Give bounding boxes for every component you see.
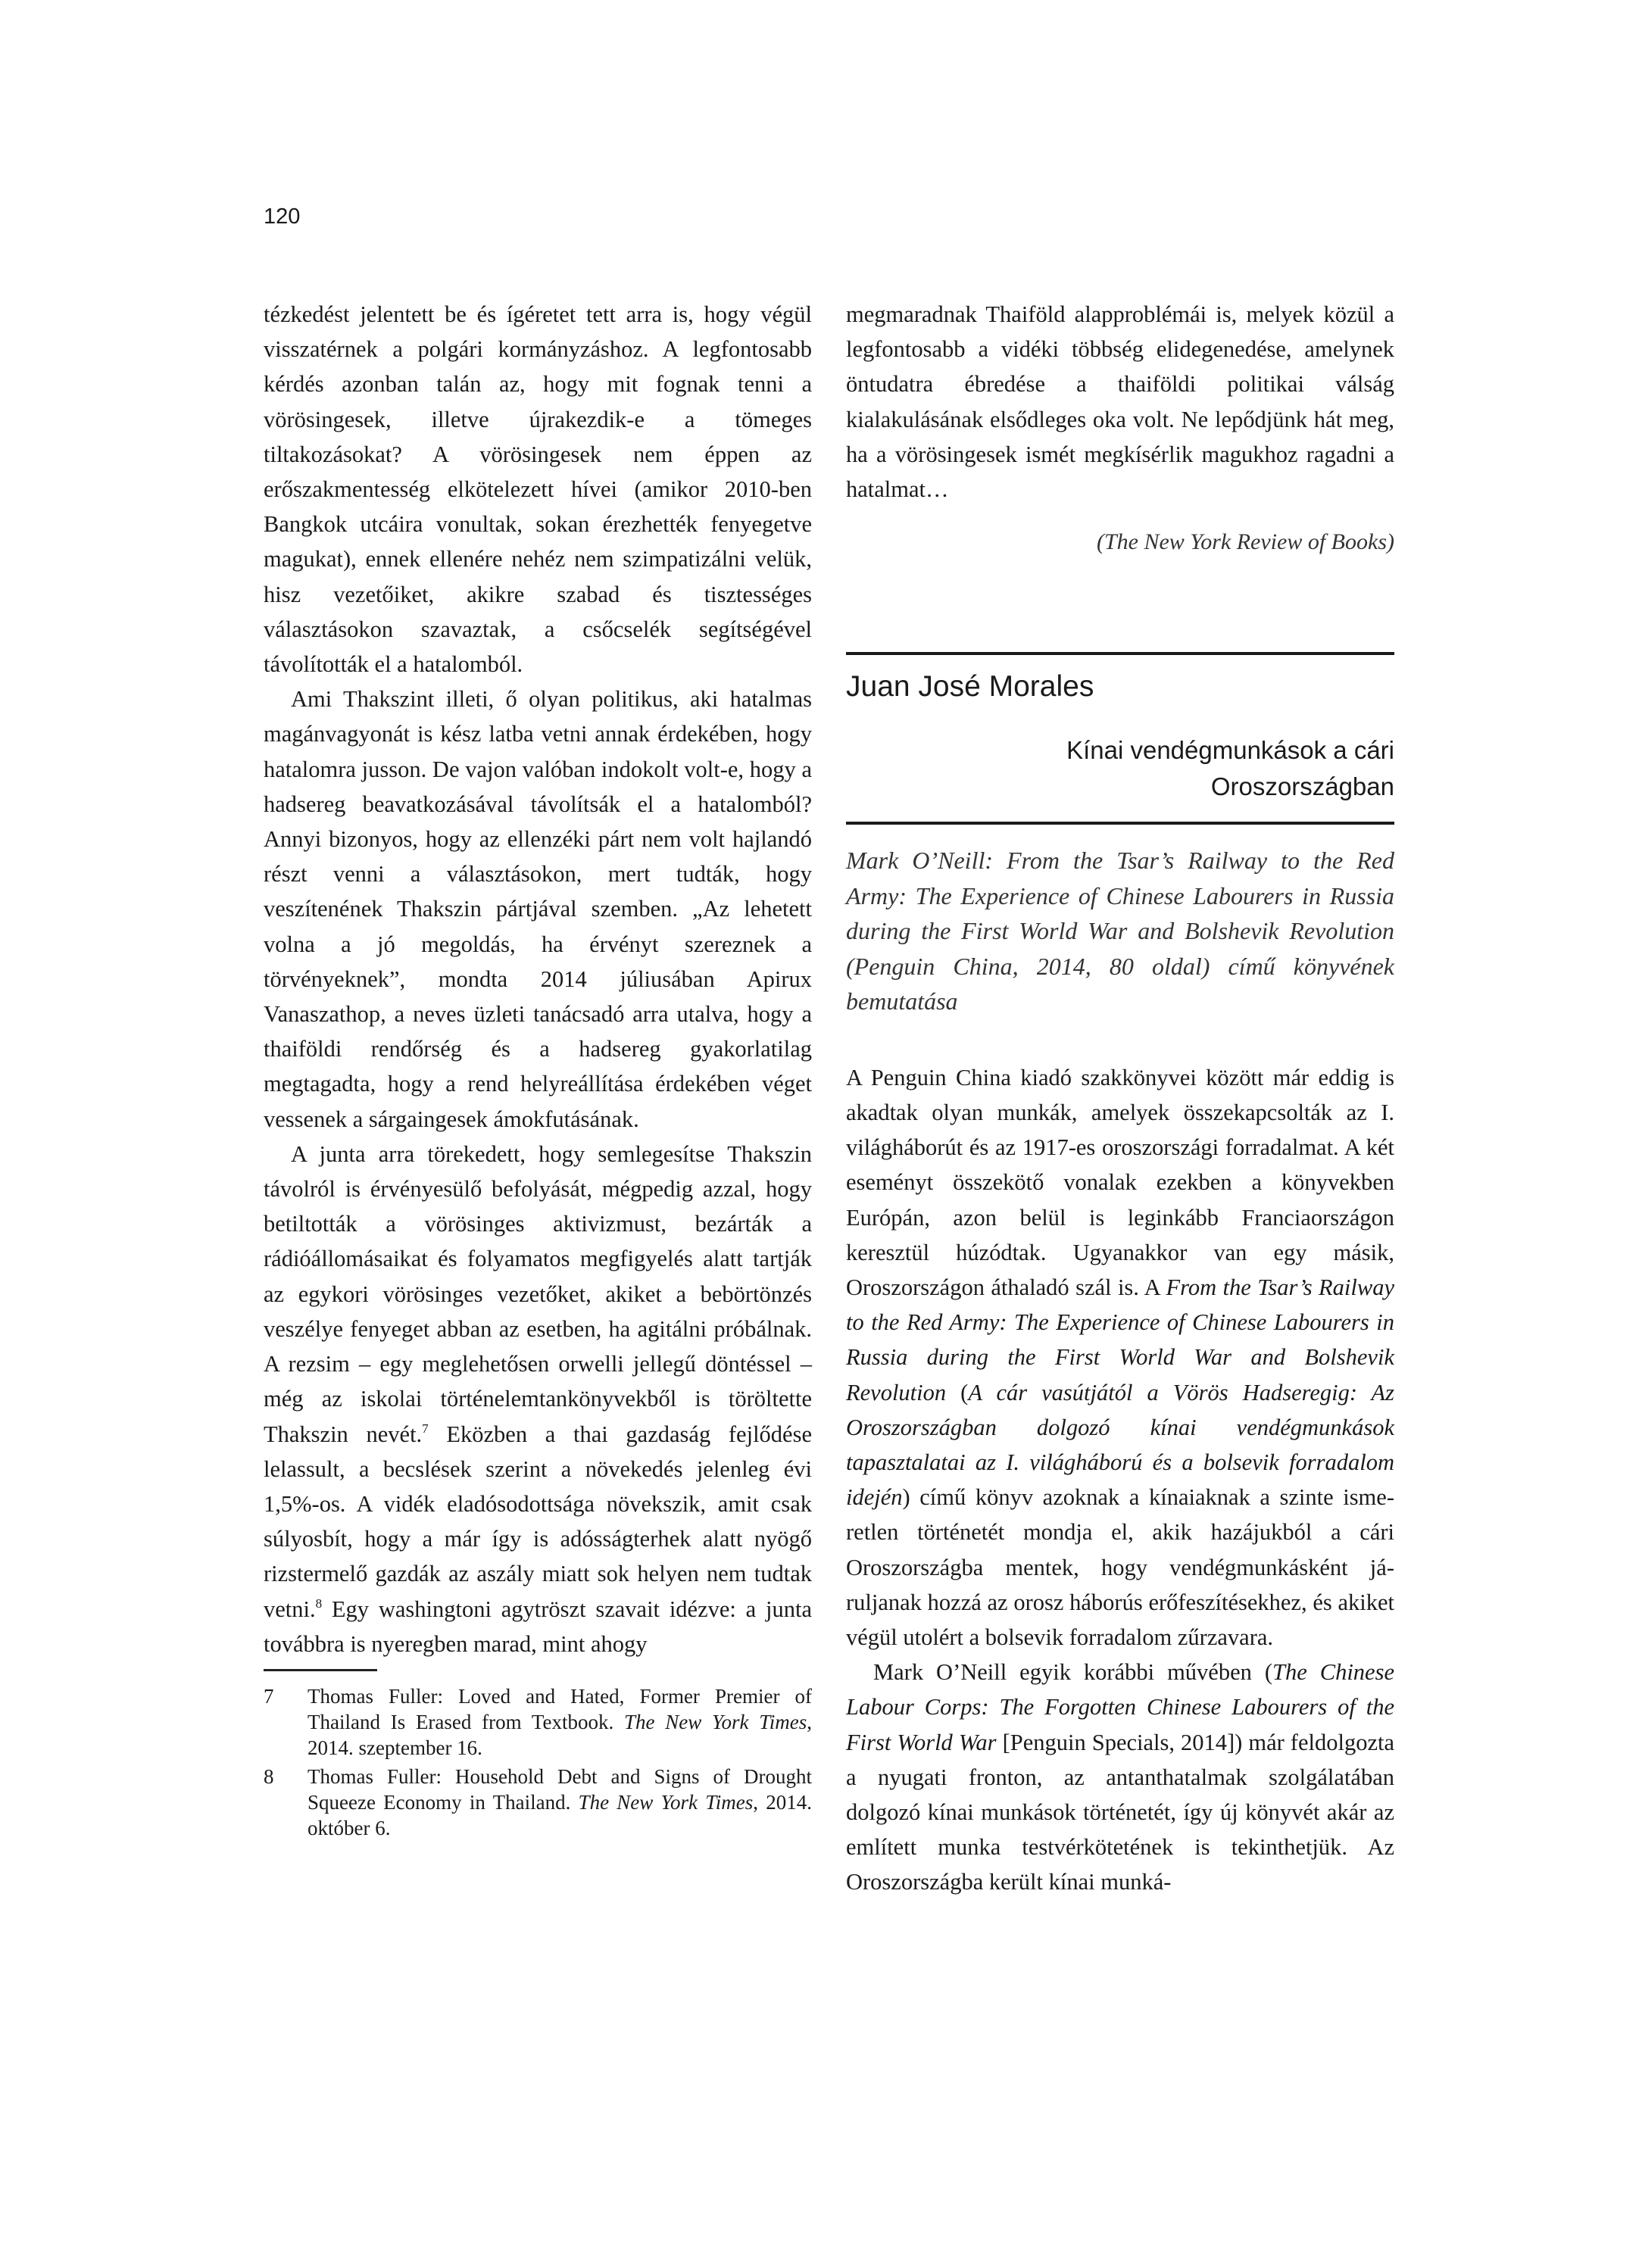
footnote-source: The New York Times	[623, 1710, 807, 1733]
body-paragraph: tézkedést jelentett be és ígéretet tett arra is, hogy végül visszatérnek a polgári kormányzáshoz. A legfontosabb kérdés azonban talán az, hogy mit fognak tenni a vörösingesek, illetve újrakezdik-e a tömeges tiltakozásokat? A vörösingesek nem éppen az erőszakmentesség elkötelezett hívei (amikor 2010-ben Bangkok utcáira vonultak, sokan érezhették fenyegetve magukat), ennek ellenére nehéz nem szimpatizálni velük, hisz vezetőiket, akikre szabad és tisztességes választásokon szavaztak, a csőcselék segítségével távolították el a hatalomból.	[264, 301, 812, 678]
footnote-divider	[264, 1669, 377, 1671]
body-paragraph	[264, 1137, 812, 1661]
body-paragraph: megmaradnak Thaiföld alapproblémái is, melyek közül a legfontosabb a vidéki többség elidegenedése, amelynek öntudatra ébredése a thaiföldi politikai válság kialakulásának elsődleges oka volt. Ne lepődjünk hát meg, ha a vörösingesek ismét megkísérlik magukhoz ragadni a hatalmat…	[846, 301, 1394, 503]
footnote-text	[307, 1764, 812, 1841]
text-run: Mark O’Neill egyik korábbi művében (	[873, 1659, 1272, 1686]
article-source: (The New York Review of Books)	[1096, 529, 1394, 555]
footnote	[264, 1764, 812, 1841]
footnotes	[264, 1683, 812, 1841]
body-paragraph	[846, 1655, 1394, 1899]
footnote-number: 7	[264, 1684, 274, 1708]
footnote-source: The New York Times	[578, 1790, 754, 1814]
footnote-ref: 7	[422, 1421, 429, 1436]
footnote-citation: Thomas Fuller: Loved and Hated, Former Premier of Thailand Is Erased from Textbook.	[307, 1684, 812, 1733]
footnote-citation: Thomas Fuller: Household Debt and Signs of Drought Squeeze Economy in Thailand.	[307, 1764, 812, 1814]
text-run: A junta arra törekedett, hogy semlegesítse Thakszin távolról is érvényesülő befolyását, mégpedig azzal, hogy betiltották a vörösinges aktivizmust, bezárták a rádióállomásaikat és folyamatos megfigyelés alatt tartják az egykori vörösinges vezetőket, akiket a bebörtönzés veszélye fenyeget abban az esetben, ha agitálni próbálnak. A rezsim – egy meglehetősen orwelli jellegű döntéssel – még az iskolai történelemtankönyvekből is töröltette Thakszin nevét.	[264, 1140, 812, 1447]
text-run: Egy washingtoni agytröszt szavait idézve: a junta továbbra is nyeregben marad, mint ahogy	[264, 1596, 812, 1657]
footnote-date: , 2014. szeptember 16.	[307, 1710, 812, 1759]
title-line: Oroszországban	[1210, 772, 1394, 801]
right-column	[846, 297, 1394, 1900]
book-title-en: From the Tsar’s Railway to the Red Army: The Experience of Chinese Labourers in Russia during the First World War and Bolshevik Revolution	[846, 1274, 1395, 1405]
text-run: A Penguin China kiadó szakkönyvei között már eddig is akadtak olyan munkák, amelyek összekapcsolták az I. világháborút és az 1917-es oroszországi forradalmat. A két eseményt összekötő vonalak ezekben a könyvekben Európán, azon belül is leginkább Franciaországon keresztül húzódtak. Ugyanakkor van egy másik, Oroszországon áthaladó szál is. A	[846, 1064, 1394, 1300]
page-number: 120	[264, 204, 301, 229]
title-divider	[846, 822, 1394, 825]
left-column	[264, 297, 812, 1844]
footnote-date: , 2014. október 6.	[307, 1790, 812, 1839]
article-title	[846, 732, 1394, 805]
body-paragraph: Ami Thakszint illeti, ő olyan politikus, aki hatalmas magánvagyonát is kész latba vetni annak érdekében, hogy hatalomra jusson. De vajon valóban indokolt volt-e, hogy a hadsereg beavatkozásával távolítsák el a hatalomból? Annyi bizonyos, hogy az ellenzéki párt nem volt hajlandó részt venni a választásokon, mert tudták, hogy veszítenének Thakszin pártjával szemben. „Az lehetett volna a jó megoldás, ha érvényt szereznek a törvényeknek”, mondta 2014 júliusában Apirux Vanaszathop, a neves üzleti tanácsadó arra utalva, hogy a thaiföldi rendőrség és a hadsereg gyakorlatilag megtagadta, hogy a rend helyreállítása érdekében véget vessenek a sárgaingesek ámokfutásának.	[264, 686, 812, 1132]
text-run: ) című könyv azoknak a kínaiaknak a szinte ismeretlen történetét mondja el, akik hazájukból a cári Oroszországba mentek, hogy vendégmunkásként járuljanak hozzá az orosz háborús erőfeszítésekhez, és akiket végül utolért a bolsevik forradalom zűrzavara.	[846, 1484, 1394, 1650]
section-divider	[846, 652, 1394, 655]
article-author: Juan José Morales	[846, 670, 1094, 703]
text-run: (	[946, 1379, 969, 1405]
book-title-hu: A cár vasútjától a Vörös Hadseregig: Az Oroszországban dolgozó kínai vendégmunkások tapasztalatai az I. világháború és a bolsevik forradalom idején	[846, 1379, 1394, 1511]
title-line: Kínai vendégmunkások a cári	[1066, 736, 1394, 765]
body-paragraph	[846, 1060, 1394, 1655]
text-run: Eközben a thai gazdaság fejlődése lelassult, a becslések szerint a növekedés jelenleg évi 1,5%-os. A vidék eladósodottsága növekszik, amit csak súlyosbít, hogy a már így is adósságterhek alatt nyögő rizstermelő gazdák az aszály miatt sok helyen nem tudtak vetni.	[264, 1421, 812, 1622]
footnote	[264, 1683, 812, 1761]
book-info: Mark O’Neill: From the Tsar’s Railway to the Red Army: The Experience of Chinese Labourers in Russia during the First World War and Bolshevik Revolution (Penguin China, 2014, 80 oldal) című könyvének bemutatása	[846, 847, 1394, 1015]
footnote-number: 8	[264, 1764, 274, 1788]
footnote-text	[307, 1683, 812, 1761]
book-title: The Chinese Labour Corps: The Forgotten Chinese Labourers of the First World War	[846, 1659, 1394, 1755]
footnote-ref: 8	[315, 1596, 323, 1611]
text-run: [Penguin Specials, 2014]) már feldolgozta a nyugati fronton, az antanthatalmak szolgálatában dolgozó kínai munkások történetét, így új könyvét akár az említett munka testvérkötetének is tekinthetjük. Az Oroszországba került kínai munká-	[846, 1729, 1394, 1895]
